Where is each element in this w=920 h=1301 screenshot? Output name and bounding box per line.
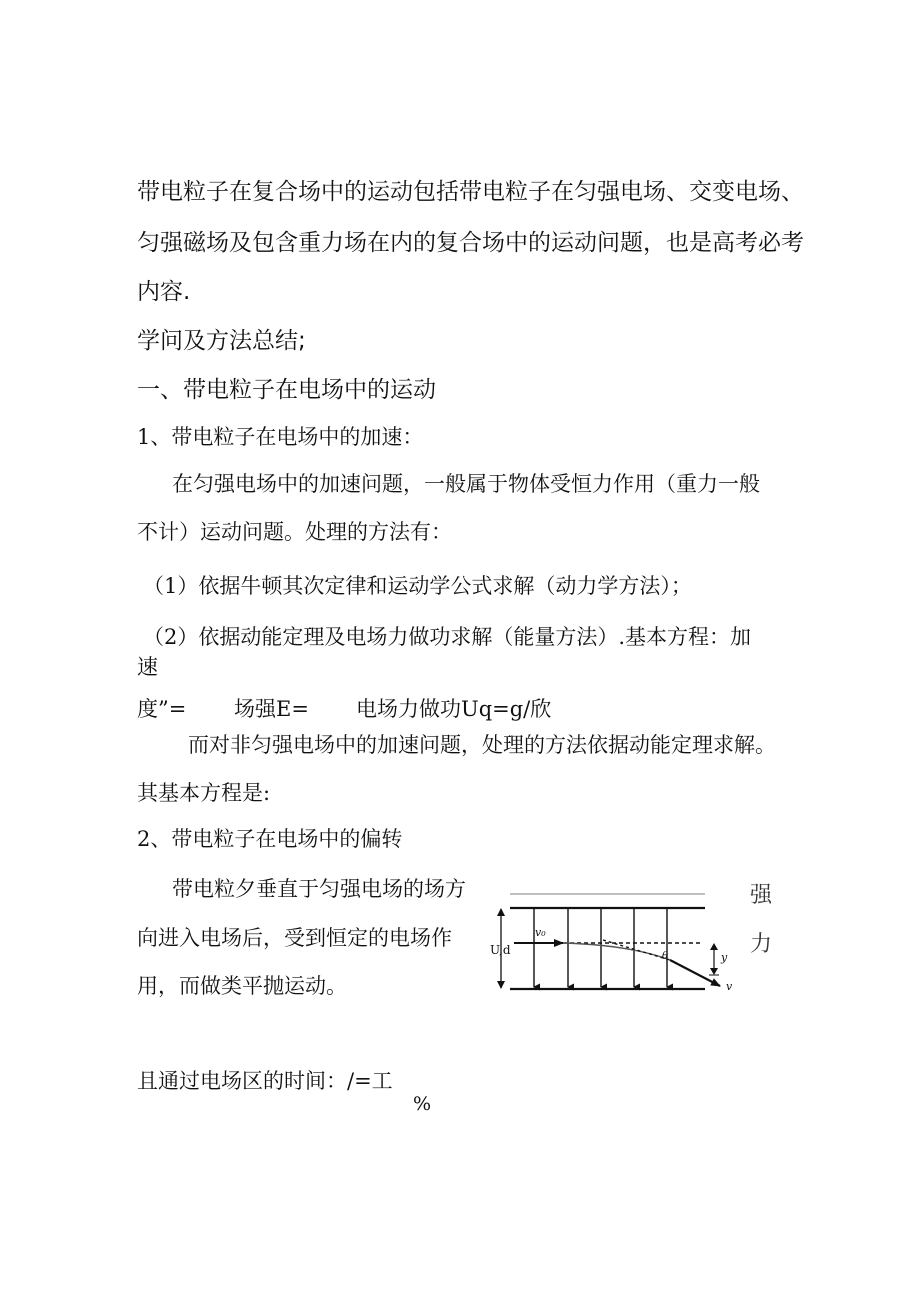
gap-arrow-down (497, 981, 505, 989)
gap-arrow-up (497, 908, 505, 916)
summary-heading: 学问及方法总结; (137, 328, 306, 354)
paragraph-line: 在匀强电场中的加速问题，一般属于物体受恒力作用（重力一般 (172, 472, 760, 496)
deflection-arrow-up (710, 943, 718, 950)
v0-label: v₀ (535, 926, 546, 939)
intro-line-2: 匀强磁场及包含重力场在内的复合场中的运动问题，也是高考必考 (137, 230, 804, 256)
gap-label: U,d (490, 943, 511, 957)
intro-line-3: 内容. (137, 279, 191, 305)
deflection-arrow-down (710, 968, 718, 975)
paragraph-line: 带电粒夕垂直于匀强电场的场方 (172, 877, 466, 901)
time-equation-subscript: % (413, 1093, 432, 1115)
theta-label: θ (662, 951, 669, 962)
side-char: 强 (750, 883, 773, 908)
subsection-title-2: 2、带电粒子在电场中的偏转 (137, 827, 403, 851)
subsection-title-1: 1、带电粒子在电场中的加速： (137, 425, 424, 449)
paragraph-line: 而对非匀强电场中的加速问题，处理的方法依据动能定理求解。 (188, 733, 776, 757)
time-equation: 且通过电场区的时间：/=工 (137, 1069, 393, 1093)
paragraph-line: 不计）运动问题。处理的方法有： (137, 520, 452, 544)
section-heading-1: 一、带电粒子在电场中的运动 (137, 377, 436, 403)
equation-field-strength: 场强E= (234, 697, 309, 721)
particle-trajectory (563, 943, 670, 960)
v-label: v (726, 980, 733, 993)
y-label: y (721, 951, 728, 964)
paragraph-line: 用，而做类平抛运动。 (137, 974, 347, 998)
paragraph-line: 向进入电场后，受到恒定的电场作 (137, 926, 452, 950)
method-2-line-2: 速 (137, 655, 158, 679)
equation-work: 电场力做功Uq=g/欣 (356, 697, 552, 721)
deflection-diagram (490, 888, 740, 1000)
equation-acceleration: 度”= (137, 697, 187, 721)
method-1: （1）依据牛顿其次定律和运动学公式求解（动力学方法）； (143, 574, 692, 598)
exit-velocity-arrow (670, 960, 720, 986)
intro-line-1: 带电粒子在复合场中的运动包括带电粒子在匀强电场、交变电场、 (137, 179, 804, 205)
method-2-line-1: （2）依据动能定理及电场力做功求解（能量方法）.基本方程：加 (143, 625, 752, 649)
side-char: 力 (750, 932, 773, 957)
paragraph-line: 其基本方程是: (137, 781, 271, 805)
